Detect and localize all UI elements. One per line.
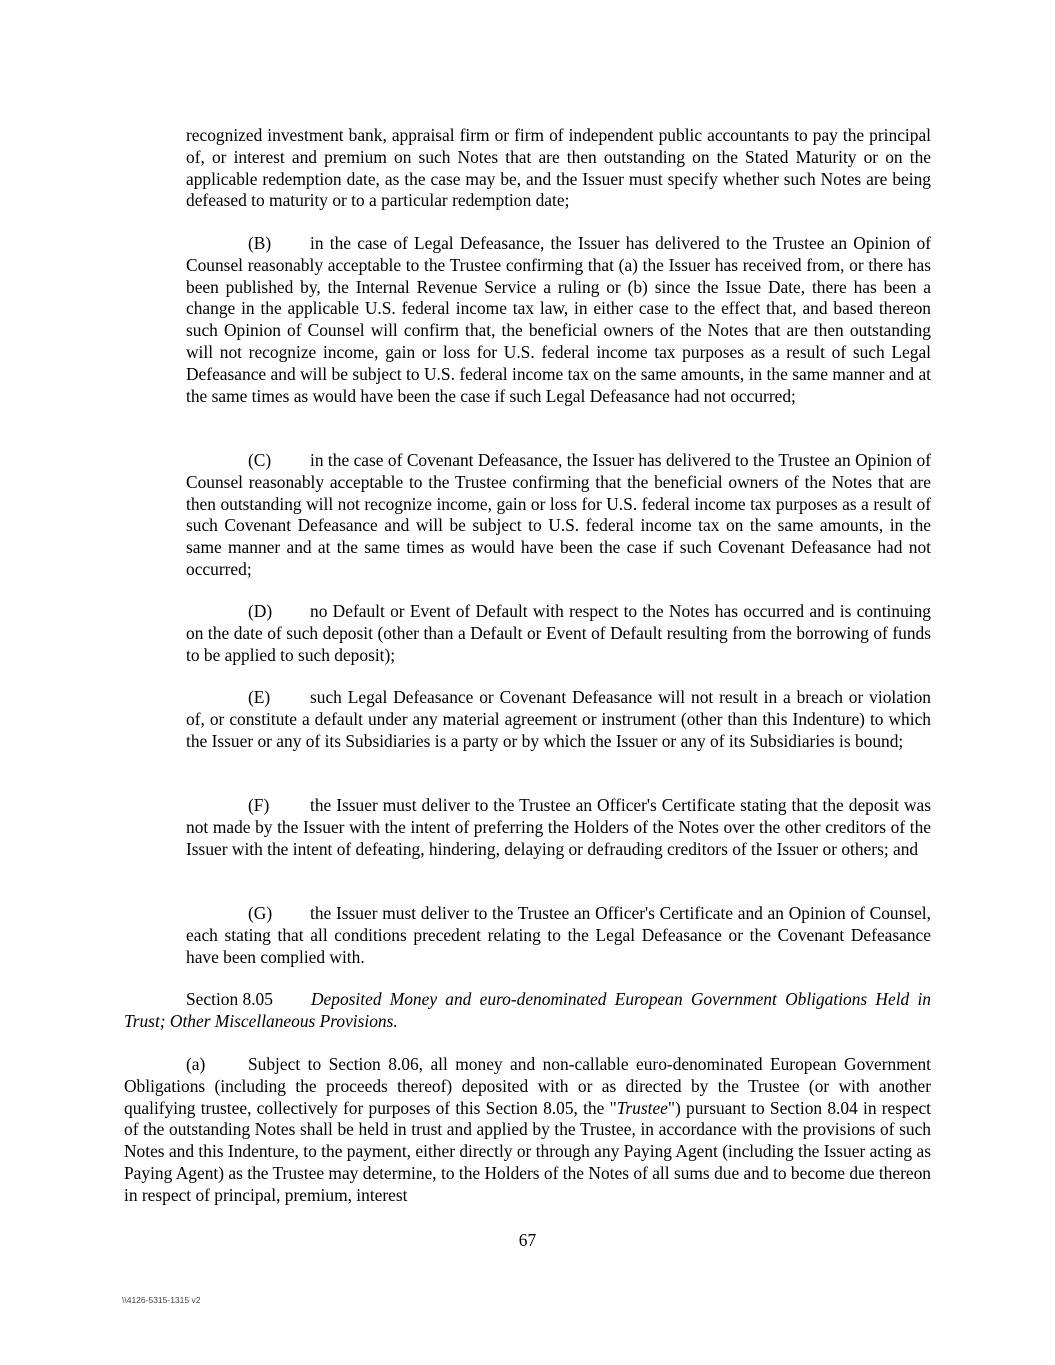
clause-d-text: no Default or Event of Default with respect to the Notes has occurred and is continuing on the date of such deposit (other than a Default or Event of Default resulting from the borrowing of funds to be applied to such deposit); bbox=[186, 601, 931, 665]
clause-b-text: in the case of Legal Defeasance, the Issuer has delivered to the Trustee an Opinion of Counsel reasonably acceptable to the Trustee confirming that (a) the Issuer has received from, or there has been published by, the Internal Revenue Service a ruling or (b) since the Issue Date, there has been a change in the applicable U.S. federal income tax law, in either case to the effect that, and based thereon such Opinion of Counsel will confirm that, the beneficial owners of the Notes that are then outstanding will not recognize income, gain or loss for U.S. federal income tax purposes as a result of such Legal Defeasance and will be subject to U.S. federal income tax on the same amounts, in the same manner and at the same times as would have been the case if such Legal Defeasance had not occurred; bbox=[186, 233, 931, 406]
section-heading bbox=[124, 989, 931, 1033]
clause-b-label: (B) bbox=[248, 233, 272, 253]
clause-g-label: (G) bbox=[248, 903, 273, 923]
section-number: Section 8.05 bbox=[186, 989, 273, 1009]
paragraph-a-text-after: ") pursuant to Section 8.04 in respect of the outstanding Notes shall be held in trust and applied by the Trustee, in accordance with the provisions of such Notes and this Indenture, to the payment, either directly or through any Paying Agent (including the Issuer acting as Paying Agent) as the Trustee may determine, to the Holders of the Notes of all sums due and to become due thereon in respect of principal, premium, interest bbox=[124, 1097, 931, 1205]
defined-term-trustee: Trustee bbox=[616, 1097, 668, 1118]
clause-c-label: (C) bbox=[248, 450, 272, 470]
clause-e-label: (E) bbox=[248, 687, 271, 707]
section-title: Deposited Money and euro-denominated European Government Obligations Held in Trust; Other Miscellaneous Provisions. bbox=[124, 989, 931, 1031]
clause-f bbox=[186, 795, 931, 860]
document-id-footer: \\4126-5315-1315 v2 bbox=[122, 1295, 201, 1305]
paragraph-continuation-text: recognized investment bank, appraisal firm or firm of independent public accountants to pay the principal of, or interest and premium on such Notes that are then outstanding on the Stated Maturity or on the applicable redemption date, as the case may be, and the Issuer must specify whether such Notes are being defeased to maturity or to a particular redemption date; bbox=[186, 125, 931, 211]
paragraph-a-label: (a) bbox=[186, 1054, 206, 1074]
clause-e bbox=[186, 687, 931, 752]
paragraph-a-text-before: Subject to Section 8.06, all money and non-callable euro-denominated European Government Obligations (including the proceeds thereof) deposited with or as directed by the Trustee (or with another qualifying trustee, collectively for purposes of this Section 8.05, the " bbox=[124, 1054, 931, 1118]
clause-d bbox=[186, 601, 931, 666]
clause-b bbox=[186, 233, 931, 407]
clause-c bbox=[186, 450, 931, 581]
clause-f-label: (F) bbox=[248, 795, 270, 815]
clause-d-label: (D) bbox=[248, 601, 273, 621]
paragraph-a bbox=[124, 1054, 931, 1207]
clause-g bbox=[186, 903, 931, 968]
clause-e-text: such Legal Defeasance or Covenant Defeasance will not result in a breach or violation of, or constitute a default under any material agreement or instrument (other than this Indenture) to which the Issuer or any of its Subsidiaries is a party or by which the Issuer or any of its Subsidiaries is bound; bbox=[186, 687, 931, 751]
clause-g-text: the Issuer must deliver to the Trustee an Officer's Certificate and an Opinion of Counsel, each stating that all conditions precedent relating to the Legal Defeasance or the Covenant Defeasance have been complied with. bbox=[186, 903, 931, 967]
clause-c-text: in the case of Covenant Defeasance, the Issuer has delivered to the Trustee an Opinion of Counsel reasonably acceptable to the Trustee confirming that the beneficial owners of the Notes that are then outstanding will not recognize income, gain or loss for U.S. federal income tax purposes as a result of such Covenant Defeasance and will be subject to U.S. federal income tax on the same amounts, in the same manner and at the same times as would have been the case if such Covenant Defeasance had not occurred; bbox=[186, 450, 931, 579]
clause-f-text: the Issuer must deliver to the Trustee an Officer's Certificate stating that the deposit was not made by the Issuer with the intent of preferring the Holders of the Notes over the other creditors of the Issuer with the intent of defeating, hindering, delaying or defrauding creditors of the Issuer or others; and bbox=[186, 795, 931, 859]
page-number: 67 bbox=[518, 1230, 537, 1250]
paragraph-continuation bbox=[186, 125, 931, 212]
